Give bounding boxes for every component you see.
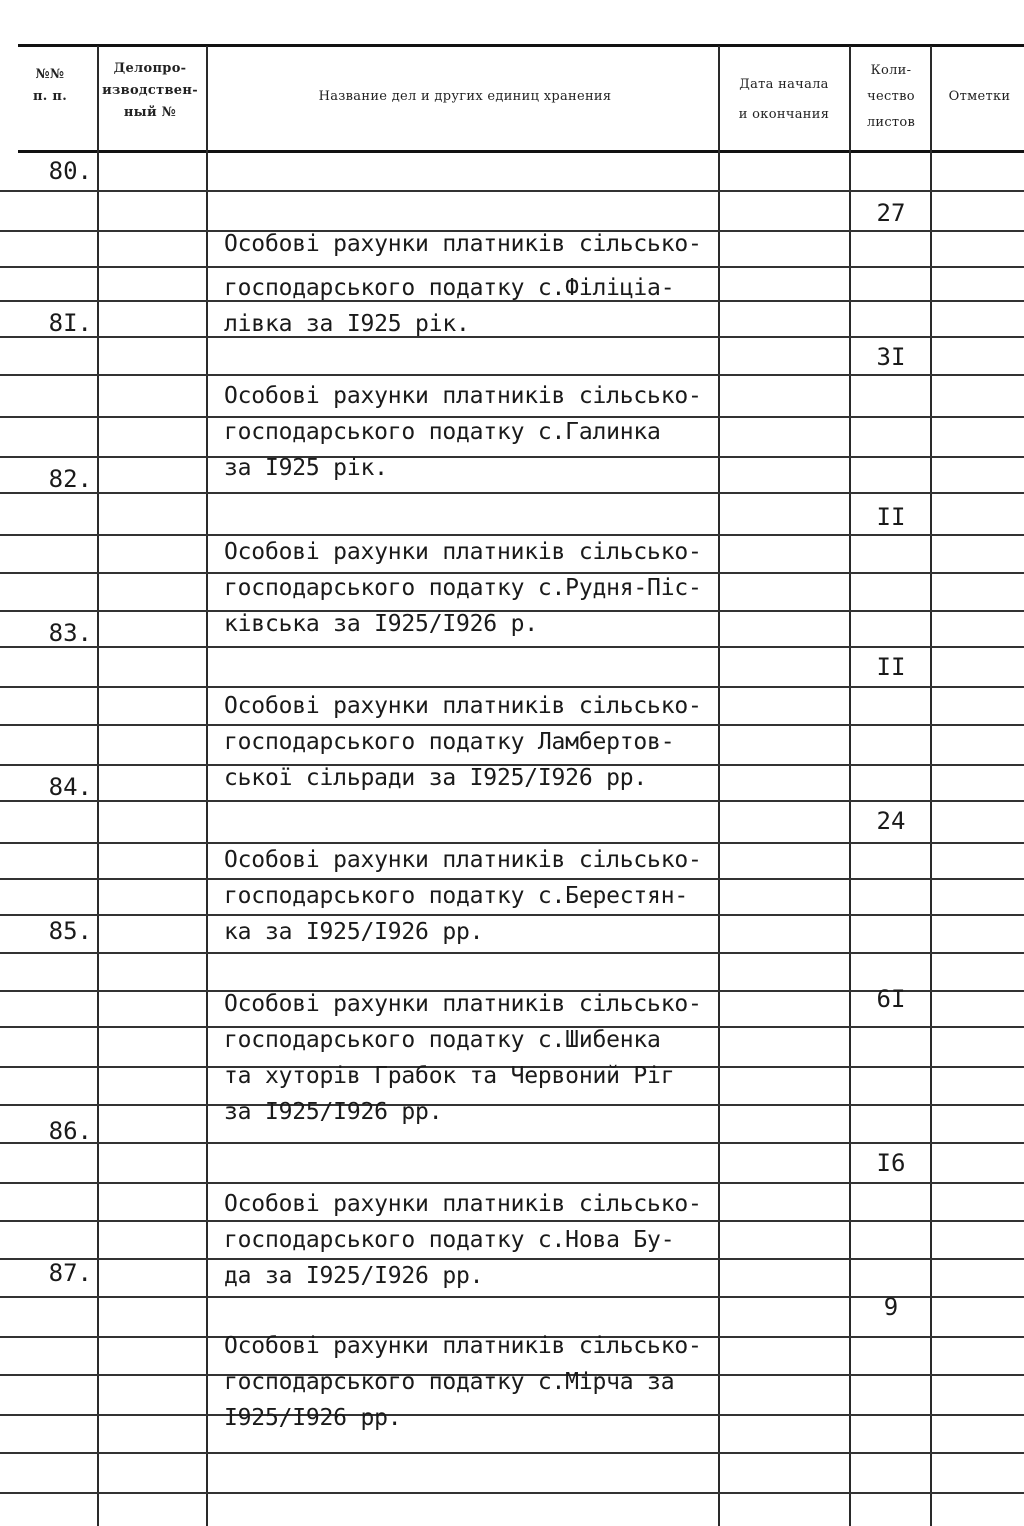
column-rule xyxy=(97,46,99,1526)
entry-title: Особові рахунки платників сільсько- господарського податку с.Нова Бу- да за І925/І926 рр. xyxy=(224,1191,702,1289)
entry-title: Особові рахунки платників сільсько- господарського податку с.Мірча за І925/І926 рр. xyxy=(224,1333,702,1431)
entry-sheet-count: 24 xyxy=(876,807,906,835)
entry-sheet-count: ІІ xyxy=(876,503,906,531)
entry-sheet-count: 9 xyxy=(883,1293,899,1321)
entry-sheet-count: 6І xyxy=(876,985,906,1013)
entry-number: 86. xyxy=(48,1117,92,1145)
header-office-number: Делопро- изводствен- ный № xyxy=(102,61,198,120)
entry-sheet-count: 27 xyxy=(876,199,906,227)
column-rule xyxy=(849,46,851,1526)
entry-sheet-count: ІІ xyxy=(876,653,906,681)
header-sheet-count: Коли- чество листов xyxy=(866,63,916,130)
column-rule xyxy=(206,46,208,1526)
header-number: №№ п. п. xyxy=(32,67,68,104)
entry-number: 80. xyxy=(48,157,92,185)
header-notes: Отметки xyxy=(948,89,1011,104)
entry-number: 8І. xyxy=(48,309,92,337)
entry-number: 85. xyxy=(48,917,92,945)
header-dates: Дата начала и окончания xyxy=(738,77,830,122)
entry-sheet-count: 3І xyxy=(876,343,906,371)
entry-number: 87. xyxy=(48,1259,92,1287)
entry-title: Особові рахунки платників сільсько- господарського податку с.Галинка за І925 рік. xyxy=(224,383,702,481)
header-rule xyxy=(18,150,1024,153)
entry-number: 83. xyxy=(48,619,92,647)
entry-title: Особові рахунки платників сільсько- господарського податку с.Шибенка та хуторів Грабок та Червоний Ріг за І925/І926 рр. xyxy=(224,991,702,1125)
column-rule xyxy=(930,46,932,1526)
entry-sheet-count: І6 xyxy=(876,1149,906,1177)
entry-title: Особові рахунки платників сільсько- господарського податку с.Берестян- ка за І925/І926 рр. xyxy=(224,847,702,945)
entry-title: Особові рахунки платників сільсько- господарського податку с.Філіціа- лівка за І925 рік. xyxy=(224,231,702,337)
header-title: Название дел и других единиц хранения xyxy=(318,89,612,104)
entry-number: 82. xyxy=(48,465,92,493)
top-rule xyxy=(18,44,1024,47)
entry-title: Особові рахунки платників сільсько- господарського податку Ламбертов- ської сільради за І925/І926 рр. xyxy=(224,693,702,791)
entry-title: Особові рахунки платників сільсько- господарського податку с.Рудня-Піс- ківська за І925/І926 р. xyxy=(224,539,702,637)
entry-number: 84. xyxy=(48,773,92,801)
